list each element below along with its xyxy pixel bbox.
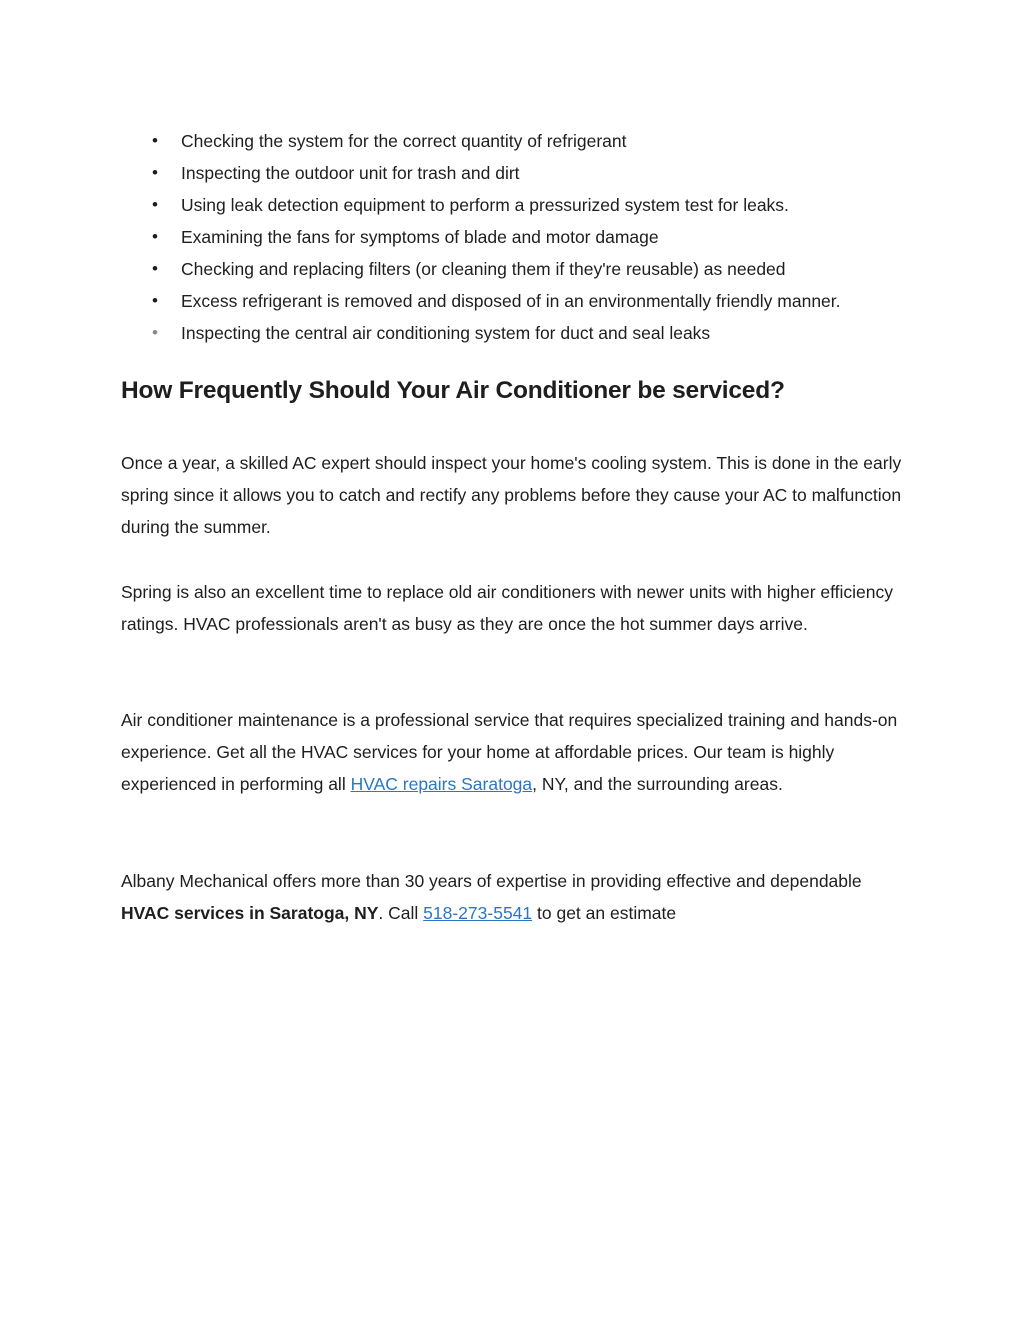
- paragraph-text: Albany Mechanical offers more than 30 years of expertise in providing effective and dependable: [121, 871, 862, 891]
- list-item-text: Checking and replacing filters (or cleaning them if they're reusable) as needed: [181, 259, 786, 279]
- service-checklist: [152, 125, 932, 349]
- paragraph-text: , NY, and the surrounding areas.: [532, 774, 783, 794]
- bullet-icon: •: [152, 131, 158, 150]
- list-item: [152, 285, 932, 317]
- list-item: [152, 253, 932, 285]
- bullet-icon: •: [152, 291, 158, 310]
- list-item: [152, 221, 932, 253]
- bullet-icon: •: [152, 227, 158, 246]
- paragraph-service-frequency: Once a year, a skilled AC expert should inspect your home's cooling system. This is done in the early spring since it allows you to catch and rectify any problems before they cause your AC to malfunction during the summer.: [121, 453, 902, 537]
- list-item-text: Using leak detection equipment to perform a pressurized system test for leaks.: [181, 195, 789, 215]
- section-heading: How Frequently Should Your Air Conditioner be serviced?: [121, 377, 785, 404]
- list-item-text: Excess refrigerant is removed and disposed of in an environmentally friendly manner.: [181, 291, 841, 311]
- list-item-text: Inspecting the central air conditioning system for duct and seal leaks: [181, 323, 711, 343]
- list-item-text: Checking the system for the correct quantity of refrigerant: [181, 131, 627, 151]
- list-item: [152, 157, 932, 189]
- bullet-icon: •: [152, 323, 158, 342]
- paragraph-text: to get an estimate: [532, 903, 677, 923]
- bullet-icon: •: [152, 195, 158, 214]
- list-item: [152, 125, 932, 157]
- list-item-text: Inspecting the outdoor unit for trash and dirt: [181, 163, 520, 183]
- list-item: [152, 317, 932, 349]
- paragraph-spring-replacement: Spring is also an excellent time to replace old air conditioners with newer units with higher efficiency ratings. HVAC professionals aren't as busy as they are once the hot summer days arrive.: [121, 582, 894, 634]
- bold-service-text: HVAC services in Saratoga, NY: [121, 903, 379, 923]
- bullet-icon: •: [152, 163, 158, 182]
- list-item-text: Examining the fans for symptoms of blade and motor damage: [181, 227, 659, 247]
- paragraph-text: Air conditioner maintenance is a professional service that requires specialized training and hands-on experience. Get all the HVAC services for your home at affordable prices. Our team is highly experienced in performing all: [121, 710, 898, 794]
- hvac-repairs-saratoga-link[interactable]: HVAC repairs Saratoga: [350, 774, 533, 794]
- paragraph-contact: [121, 865, 911, 929]
- paragraph-text: . Call: [378, 903, 424, 923]
- paragraph-maintenance: [121, 704, 911, 800]
- bullet-icon: •: [152, 259, 158, 278]
- phone-link[interactable]: 518-273-5541: [423, 903, 533, 923]
- list-item: [152, 189, 932, 221]
